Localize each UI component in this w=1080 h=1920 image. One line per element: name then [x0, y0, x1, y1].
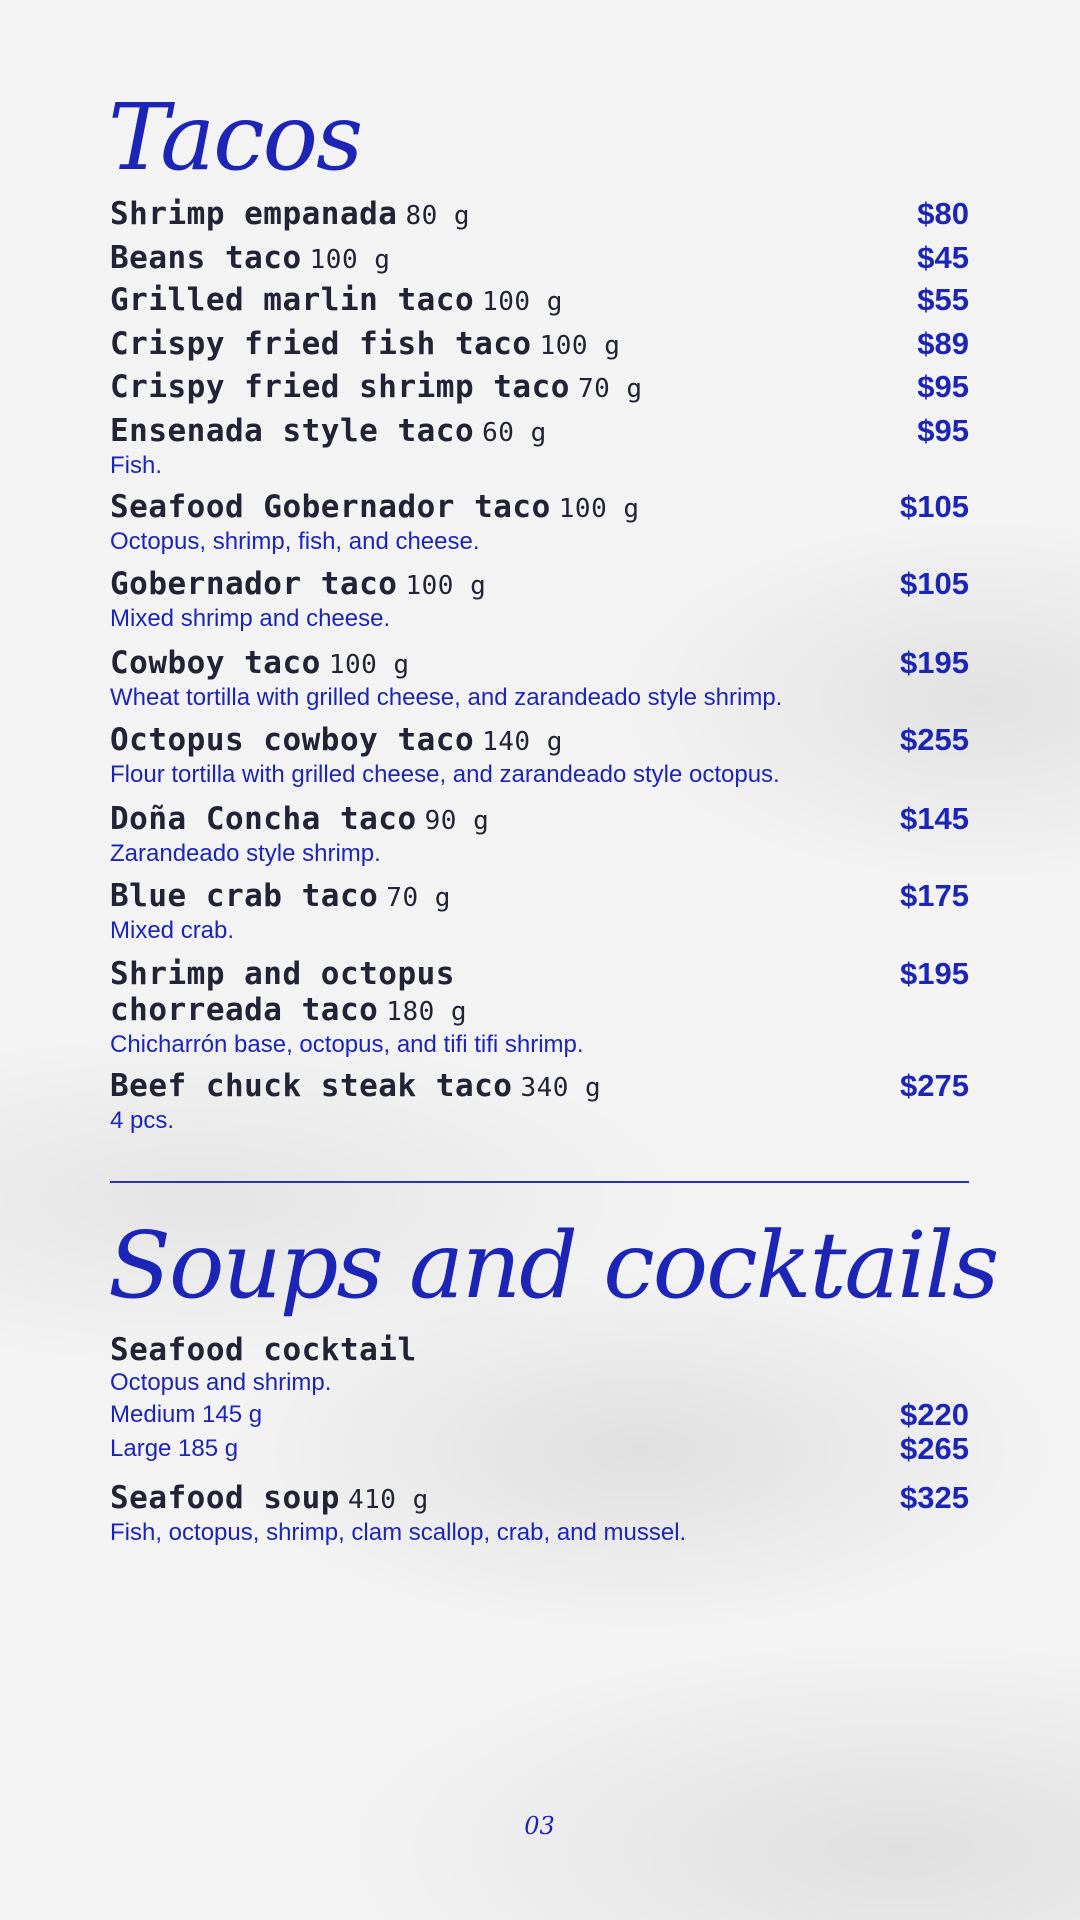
menu-item — [110, 282, 969, 326]
item-weight: 100 g — [328, 650, 410, 680]
size-price: $220 — [900, 1397, 969, 1432]
item-description: Octopus, shrimp, fish, and cheese. — [110, 528, 480, 555]
item-price: $45 — [917, 240, 969, 275]
item-weight: 180 g — [386, 997, 468, 1027]
menu-item — [110, 956, 969, 1068]
menu-item-seafood-cocktail — [110, 1332, 969, 1480]
item-description: Flour tortilla with grilled cheese, and zarandeado style octopus. — [110, 761, 780, 788]
item-price: $255 — [900, 722, 969, 757]
item-price: $175 — [900, 878, 969, 913]
item-weight: 100 g — [309, 245, 391, 275]
item-weight: 100 g — [539, 331, 621, 361]
menu-item — [110, 369, 969, 413]
size-label: Medium 145 g — [110, 1401, 263, 1428]
item-price: $195 — [900, 645, 969, 680]
item-description: Mixed shrimp and cheese. — [110, 605, 391, 632]
item-price: $325 — [900, 1480, 969, 1515]
soups-list — [110, 1332, 969, 1548]
item-price: $195 — [900, 956, 969, 991]
item-price: $105 — [900, 566, 969, 601]
item-name: Grilled marlin taco — [110, 282, 475, 318]
size-price: $265 — [900, 1431, 969, 1466]
item-price: $145 — [900, 801, 969, 836]
item-name: Crispy fried shrimp taco — [110, 369, 570, 405]
item-description: Chicharrón base, octopus, and tifi tifi shrimp. — [110, 1031, 584, 1058]
item-weight: 140 g — [482, 727, 563, 757]
menu-item — [110, 722, 969, 801]
menu-item — [110, 196, 969, 240]
menu-item — [110, 326, 969, 369]
size-option — [110, 1398, 969, 1432]
item-price: $80 — [917, 196, 969, 231]
menu-item — [110, 645, 969, 722]
menu-item-seafood-soup — [110, 1480, 969, 1548]
tacos-list — [110, 196, 969, 1144]
page-number: 03 — [524, 1812, 555, 1840]
item-weight: 340 g — [520, 1073, 602, 1103]
menu-item — [110, 566, 969, 645]
tacos-section-title: Tacos — [108, 84, 362, 191]
item-price: $95 — [917, 413, 969, 448]
item-name: Ensenada style taco — [110, 413, 475, 449]
item-weight: 100 g — [405, 571, 487, 601]
soups-section-title: Soups and cocktails — [108, 1212, 998, 1319]
menu-page — [108, 0, 998, 1920]
item-description: Fish, octopus, shrimp, clam scallop, crab, and mussel. — [110, 1519, 687, 1546]
item-name: Shrimp and octopus chorreada taco — [110, 956, 455, 1028]
size-option — [110, 1432, 969, 1466]
item-name: Gobernador taco — [110, 566, 398, 602]
menu-item — [110, 240, 969, 282]
section-divider — [110, 1181, 969, 1183]
item-weight: 100 g — [482, 287, 563, 317]
item-description: 4 pcs. — [110, 1107, 175, 1134]
item-weight: 70 g — [577, 374, 643, 404]
item-name: Seafood soup — [110, 1480, 340, 1516]
item-description: Zarandeado style shrimp. — [110, 840, 381, 867]
item-name: Blue crab taco — [110, 878, 379, 914]
item-price: $89 — [917, 326, 969, 361]
menu-item — [110, 1068, 969, 1144]
item-weight: 100 g — [558, 494, 640, 524]
item-description: Wheat tortilla with grilled cheese, and zarandeado style shrimp. — [110, 684, 783, 711]
item-price: $95 — [917, 369, 969, 404]
item-name: Beef chuck steak taco — [110, 1068, 513, 1104]
item-description: Octopus and shrimp. — [110, 1369, 332, 1396]
menu-item — [110, 489, 969, 566]
item-name: Doña Concha taco — [110, 801, 417, 837]
item-description: Fish. — [110, 452, 163, 479]
item-description: Mixed crab. — [110, 917, 235, 944]
item-name: Beans taco — [110, 240, 302, 276]
menu-item — [110, 878, 969, 956]
item-weight: 90 g — [424, 806, 490, 836]
item-weight: 70 g — [386, 883, 451, 913]
size-label: Large 185 g — [110, 1435, 239, 1462]
item-name: Seafood cocktail — [110, 1332, 417, 1368]
item-name: Crispy fried fish taco — [110, 326, 532, 362]
menu-item — [110, 413, 969, 489]
item-price: $105 — [900, 489, 969, 524]
item-price: $275 — [900, 1068, 969, 1103]
item-price: $55 — [917, 282, 969, 317]
item-name: Cowboy taco — [110, 645, 321, 681]
item-weight: 80 g — [405, 201, 471, 231]
item-name: Seafood Gobernador taco — [110, 489, 551, 525]
item-weight: 60 g — [482, 418, 547, 448]
item-name: Shrimp empanada — [110, 196, 398, 232]
item-weight: 410 g — [347, 1485, 429, 1515]
menu-item — [110, 801, 969, 878]
item-name: Octopus cowboy taco — [110, 722, 475, 758]
